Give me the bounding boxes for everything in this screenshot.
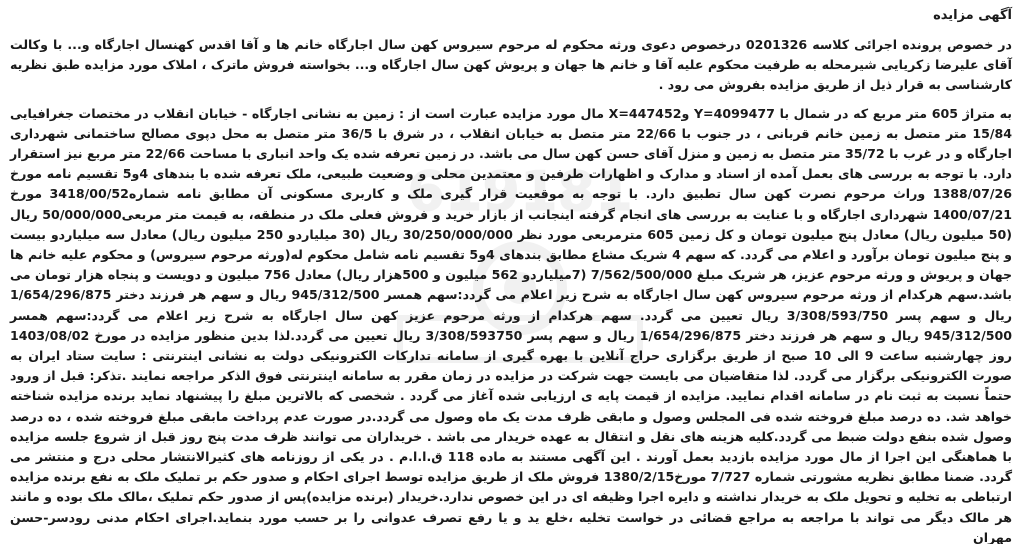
notice-body-paragraph: به متراژ 605 متر مربع که در شمال با Y=4099477 وX=447452 مال مورد مزایده عبارت است از : زمین به نشانی اجارگاه - خیابان انقلاب در مختصات جغرافیایی 15/84 متر متصل به زمین خانم قربانی ، در جنوب با 22/66 متر متصل به خیابان انقلاب ، در شرق با 36/5 متر متصل به محل دپوی مصالح ساختمانی شهرداری اجارگاه و در غرب با 35/72 متر متصل به زمین و منزل آقای حسن کهن سال می باشد. در زمین تعرفه شده یک واحد انباری با مساحت 22/66 متر مربع نیز استقرار دارد. با توجه به بررسی های بعمل آمده از اسناد و مدارک و اظهارات طرفین و معتمدین محلی و وضعیت طبیعی، ملک تعرفه شده با بندهای 4و5 تقسیم نامه مورخ 1388/07/26 وراث مرحوم نصرت کهن سال تطبیق دارد. با توجه به موقعیت قرار گیری ملک و کاربری مسکونی آن مطابق نامه شماره3418/00/52 مورخ 1400/07/21 شهرداری اجارگاه و با عنایت به بررسی های انجام گرفته اینجانب از بازار خرید و فروش فعلی ملک در منطقه، به قیمت متر مربعی50/000/000 ریال (50 میلیون ریال) معادل پنج میلیون تومان و کل زمین 605 مترمربعی مورد نظر 30/250/000/000 ریال (30 میلیاردو 250 میلیون ریال) معادل سه میلیاردو بیست و پنج میلیون تومان برآورد و اعلام می گردد. که سهم 4 شریک مشاع مطابق بندهای 4و5 تقسیم نامه شامل محکوم له(ورثه مرحوم سیروس) و محکوم علیه خانم ها جهان و پریوش و ورثه مرحوم عزیز، هر شریک مبلغ 7/562/500/000 (7میلیاردو 562 میلیون و 500هزار ریال) معادل 756 میلیون و دویست و پنجاه هزار تومان می باشد.سهم هرکدام از ورثه مرحوم سیروس کهن سال اجارگاه به شرح زیر اعلام می گردد:سهم همسر 945/312/500 ریال و سهم هر فرزند دختر 1/654/296/875 ریال و سهم پسر 3/308/593/750 ریال تعیین می گردد. سهم هرکدام از ورثه مرحوم عزیز کهن سال اجارگاه به شرح زیر اعلام می گردد:سهم همسر 945/312/500 ریال و سهم هر فرزند دختر 1/654/296/875 ریال و سهم پسر 3/308/593750 ریال تعیین می گردد.لذا بدین منظور مزایده در مورخ 1403/08/02 روز چهارشنبه ساعت 9 الی 10 صبح از طریق برگزاری حراج آنلاین با بهره گیری از سامانه تدارکات الکترونیکی دولت به نشانی اینترنتی : سایت ستاد ایران به صورت الکترونیکی برگزار می گردد. لذا متقاضیان می بایست جهت شرکت در مزایده در زمان مقرر به سامانه اینترنتی فوق الذکر مراجعه نمایند .تذکر: قبل از ورود حتماً نسبت به ثبت نام در سامانه اقدام نمایید. مزایده از قیمت پایه ی ارزیابی شده آغاز می گردد . شخصی که بالاترین مبلغ را پیشنهاد نماید برنده مزایده شناخته خواهد شد. ده درصد مبلغ فروخته شده فی المجلس وصول و مابقی ظرف مدت یک ماه وصول می گردد.در صورت عدم پرداخت مابقی مبلغ فروخته شده ، ده درصد وصول شده بنفع دولت ضبط می گردد.کلیه هزینه های نقل و انتقال به عهده خریدار می باشد . خریداران می توانند ظرف مدت پنج روز قبل از شروع جلسه مزایده با هماهنگی این اجرا از مال مورد مزایده بازدید بعمل آورند . این آگهی مستند به ماده 118 ق.ا.ا.م . در یکی از روزنامه های کثیرالانتشار محلی درج و منتشر می گردد. ضمنا مطابق نظریه مشورتی شماره 7/727 مورخ1380/2/15 فروش ملک از طریق مزایده توسط اجرای احکام و صدور حکم بر تملیک ملک به نفع برنده مزایده ارتباطی به تخلیه و تحویل ملک به خریدار نداشته و دایره اجرا وظیفه ای در این خصوص ندارد.خریدار (برنده مزایده)پس از صدور حکم تملیک ،مالک ملک بوده و مانند هر مالک دیگر می تواند با مراجعه به مراجع قضائی در خواست تخلیه ،خلع ید و یا رفع تصرف عدوانی را بر حسب مورد بنماید.اجرای احکام مدنی رودسر-حسن مهران	[10, 105, 1013, 544]
notice-document	[10, 6, 1012, 544]
svg-text:619181: 619181	[407, 160, 633, 223]
notice-intro-paragraph: در خصوص پرونده اجرائی کلاسه 0201326 درخصوص دعوی ورثه محکوم له مرحوم سیروس کهن سال اجارگاه خانم ها و آقا اقدس کهنسال اجارگاه و... با وکالت آقای علیرضا زکریایی شیرمحله به طرفیت محکوم علیه آقا و خانم ها جهان و پریوش کهن سال اجارگاه و... بخواسته فروش ماترک ، املاک مورد مزایده طبق نظریه کارشناسی به قرار ذیل از طریق مزایده بفروش می رود .	[10, 37, 1012, 93]
notice-title: آگهی مزایده	[933, 8, 1012, 23]
